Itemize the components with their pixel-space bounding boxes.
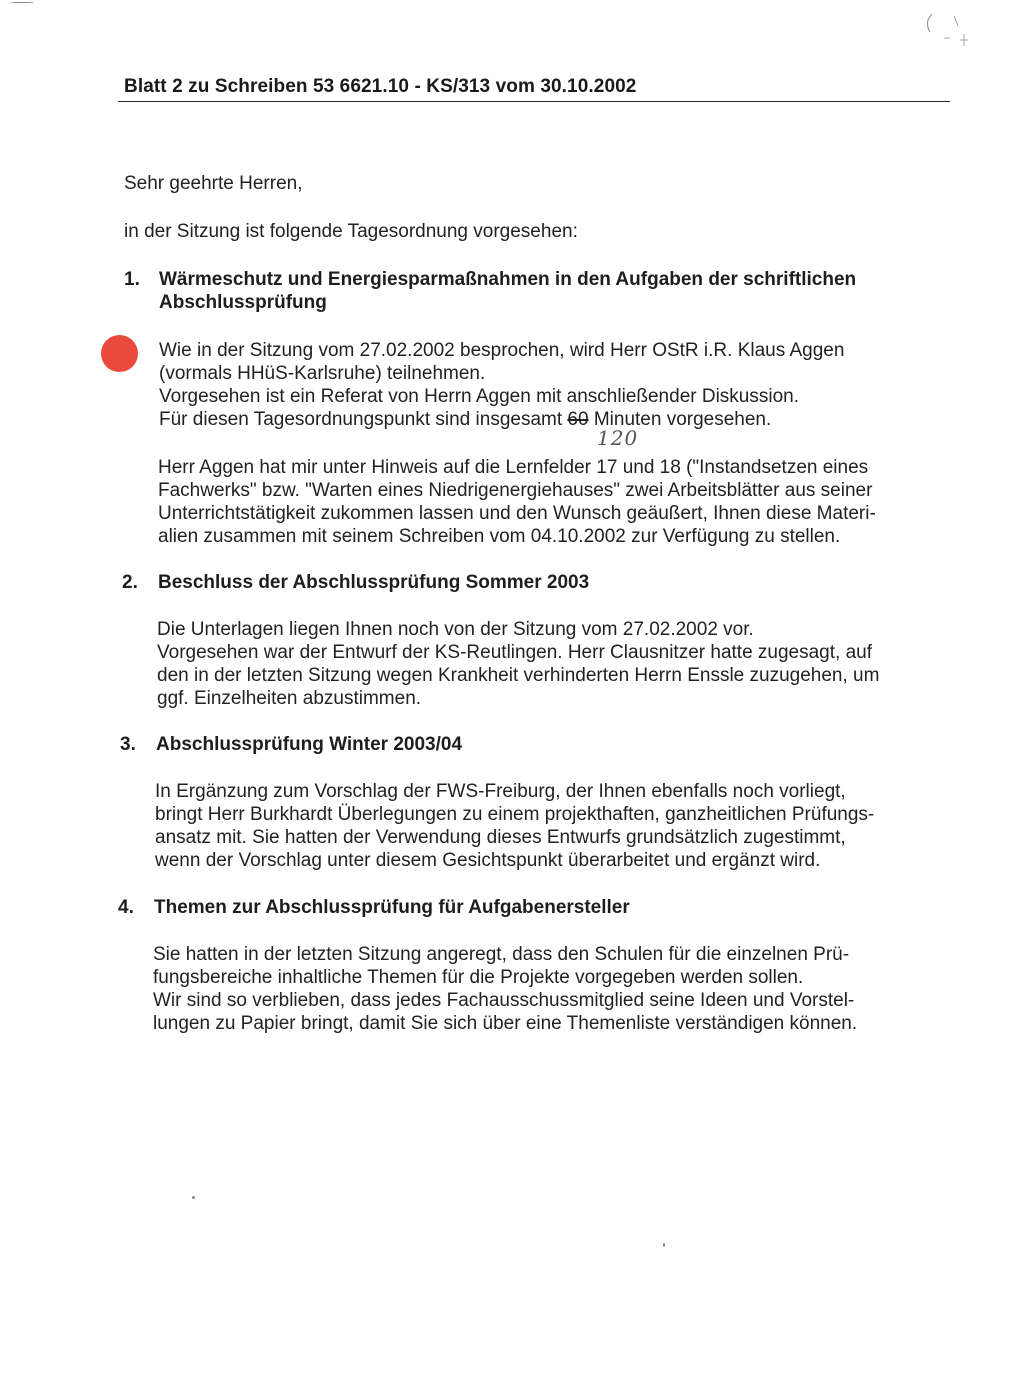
agenda-1-paragraph-2 — [158, 456, 876, 548]
red-marker-dot-icon — [101, 335, 138, 372]
agenda-1-paragraph-1 — [159, 339, 844, 431]
paragraph-line: alien zusammen mit seinem Schreiben vom 04.10.2002 zur Verfügung zu stellen. — [158, 526, 841, 547]
paragraph-line: Wie in der Sitzung vom 27.02.2002 besprochen, wird Herr OStR i.R. Klaus Aggen — [159, 340, 845, 361]
heading-line: Themen zur Abschlussprüfung für Aufgabenersteller — [154, 897, 630, 918]
agenda-number-2: 2. — [122, 572, 138, 593]
corner-scribble-icon — [914, 4, 984, 52]
agenda-2-paragraph — [157, 618, 879, 710]
paragraph-line: Vorgesehen war der Entwurf der KS-Reutlingen. Herr Clausnitzer hatte zugesagt, auf — [157, 642, 872, 663]
heading-line: Abschlussprüfung Winter 2003/04 — [156, 734, 463, 755]
agenda-4-paragraph — [153, 943, 857, 1035]
heading-line: Abschlussprüfung — [159, 292, 327, 313]
agenda-number-1: 1. — [124, 269, 140, 290]
paragraph-line: Die Unterlagen liegen Ihnen noch von der Sitzung vom 27.02.2002 vor. — [157, 619, 754, 640]
scan-artifact — [663, 1243, 665, 1247]
paragraph-line: In Ergänzung zum Vorschlag der FWS-Freiburg, der Ihnen ebenfalls noch vorliegt, — [155, 781, 846, 802]
paragraph-line-duration — [159, 408, 844, 431]
agenda-3-paragraph — [155, 780, 874, 872]
paragraph-line: ansatz mit. Sie hatten der Verwendung dieses Entwurfs grundsätzlich zugestimmt, — [155, 827, 846, 848]
header-divider — [118, 101, 950, 102]
greeting: Sehr geehrte Herren, — [124, 173, 303, 194]
agenda-heading-3 — [156, 733, 926, 756]
agenda-number-3: 3. — [120, 734, 136, 755]
letter-header-title: Blatt 2 zu Schreiben 53 6621.10 - KS/313 vom 30.10.2002 — [124, 76, 637, 97]
paragraph-line: den in der letzten Sitzung wegen Krankheit verhinderten Herrn Enssle zuzugehen, um — [157, 665, 880, 686]
agenda-number-4: 4. — [118, 897, 134, 918]
paragraph-line: lungen zu Papier bringt, damit Sie sich über eine Themenliste verständigen können. — [153, 1013, 858, 1034]
paragraph-line: bringt Herr Burkhardt Überlegungen zu einem projekthaften, ganzheitlichen Prüfungs- — [155, 804, 875, 825]
paragraph-line: (vormals HHüS-Karlsruhe) teilnehmen. — [159, 363, 486, 384]
scan-artifact — [192, 1196, 195, 1199]
paragraph-line: Vorgesehen ist ein Referat von Herrn Aggen mit anschließender Diskussion. — [159, 386, 800, 407]
paragraph-line: ggf. Einzelheiten abzustimmen. — [157, 688, 422, 709]
paragraph-line: Unterrichtstätigkeit zukommen lassen und den Wunsch geäußert, Ihnen diese Materi- — [158, 503, 876, 524]
duration-prefix: Für diesen Tagesordnungspunkt sind insgesamt — [159, 409, 568, 430]
paragraph-line: wenn der Vorschlag unter diesem Gesichtspunkt überarbeitet und ergänzt wird. — [155, 850, 821, 871]
intro-text: in der Sitzung ist folgende Tagesordnung vorgesehen: — [124, 221, 578, 242]
handwritten-correction: 120 — [597, 426, 639, 450]
agenda-heading-1 — [159, 268, 929, 314]
struck-minutes: 60 — [567, 409, 589, 430]
paragraph-line: Herr Aggen hat mir unter Hinweis auf die Lernfelder 17 und 18 ("Instandsetzen eines — [158, 457, 869, 478]
paragraph-line: Sie hatten in der letzten Sitzung angeregt, dass den Schulen für die einzelnen Prü- — [153, 944, 850, 965]
scan-artifact — [10, 2, 34, 3]
heading-line: Beschluss der Abschlussprüfung Sommer 2003 — [158, 572, 590, 593]
agenda-heading-4 — [154, 896, 924, 919]
paragraph-line: Wir sind so verblieben, dass jedes Fachausschussmitglied seine Ideen und Vorstel- — [153, 990, 855, 1011]
heading-line: Wärmeschutz und Energiesparmaßnahmen in den Aufgaben der schriftlichen — [159, 269, 857, 290]
paragraph-line: Fachwerks" bzw. "Warten eines Niedrigenergiehauses" zwei Arbeitsblätter aus seiner — [158, 480, 873, 501]
agenda-heading-2 — [158, 571, 928, 594]
duration-suffix: Minuten vorgesehen. — [588, 409, 772, 430]
paragraph-line: fungsbereiche inhaltliche Themen für die Projekte vorgegeben werden sollen. — [153, 967, 804, 988]
